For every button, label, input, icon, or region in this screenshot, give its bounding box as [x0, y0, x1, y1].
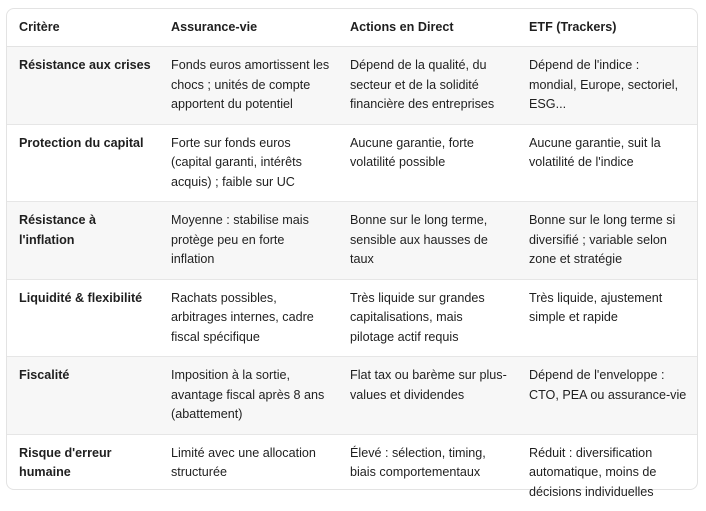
- criterion-cell: Protection du capital: [19, 135, 144, 150]
- header-critere: Critère: [7, 9, 159, 47]
- actions-cell: Élevé : sélection, timing, biais comportementaux: [350, 445, 486, 479]
- header-actions-en-direct: Actions en Direct: [338, 9, 517, 47]
- assurance-vie-cell: Limité avec une allocation structurée: [171, 445, 316, 479]
- criterion-cell: Fiscalité: [19, 368, 70, 382]
- table-row: [7, 279, 697, 357]
- table-row: [7, 434, 697, 511]
- header-etf: ETF (Trackers): [517, 9, 697, 47]
- assurance-vie-cell: Forte sur fonds euros (capital garanti, intérêts acquis) ; faible sur UC: [171, 135, 302, 189]
- comparison-table-container: [6, 8, 698, 499]
- criterion-cell: Résistance à l'inflation: [19, 213, 97, 247]
- actions-cell: Bonne sur le long terme, sensible aux hausses de taux: [350, 213, 488, 266]
- assurance-vie-cell: Rachats possibles, arbitrages internes, cadre fiscal spécifique: [171, 290, 314, 344]
- table-row: [7, 357, 697, 435]
- comparison-table: [7, 9, 697, 511]
- etf-cell: Réduit : diversification automatique, moins de décisions individuelles: [529, 445, 657, 499]
- etf-cell: Très liquide, ajustement simple et rapide: [529, 290, 663, 324]
- assurance-vie-cell: Fonds euros amortissent les chocs ; unités de compte apportent du potentiel: [171, 58, 330, 111]
- criterion-cell: Risque d'erreur humaine: [19, 445, 112, 479]
- actions-cell: Aucune garantie, forte volatilité possible: [350, 135, 474, 169]
- actions-cell: Dépend de la qualité, du secteur et de la solidité financière des entreprises: [350, 58, 495, 111]
- actions-cell: Flat tax ou barème sur plus-values et dividendes: [350, 368, 507, 402]
- criterion-cell: Liquidité & flexibilité: [19, 290, 143, 305]
- actions-cell: Très liquide sur grandes capitalisations, mais pilotage actif requis: [350, 290, 485, 344]
- table-row: [7, 202, 697, 280]
- assurance-vie-cell: Moyenne : stabilise mais protège peu en forte inflation: [171, 213, 309, 266]
- table-header-row: [7, 9, 697, 47]
- table-row: [7, 124, 697, 202]
- criterion-cell: Résistance aux crises: [19, 58, 151, 72]
- etf-cell: Aucune garantie, suit la volatilité de l'indice: [529, 135, 661, 169]
- assurance-vie-cell: Imposition à la sortie, avantage fiscal après 8 ans (abattement): [171, 368, 325, 421]
- etf-cell: Dépend de l'indice : mondial, Europe, sectoriel, ESG...: [529, 58, 679, 111]
- etf-cell: Dépend de l'enveloppe : CTO, PEA ou assurance-vie: [529, 368, 687, 402]
- table-row: [7, 47, 697, 125]
- header-assurance-vie: Assurance-vie: [159, 9, 338, 47]
- etf-cell: Bonne sur le long terme si diversifié ; variable selon zone et stratégie: [529, 213, 676, 266]
